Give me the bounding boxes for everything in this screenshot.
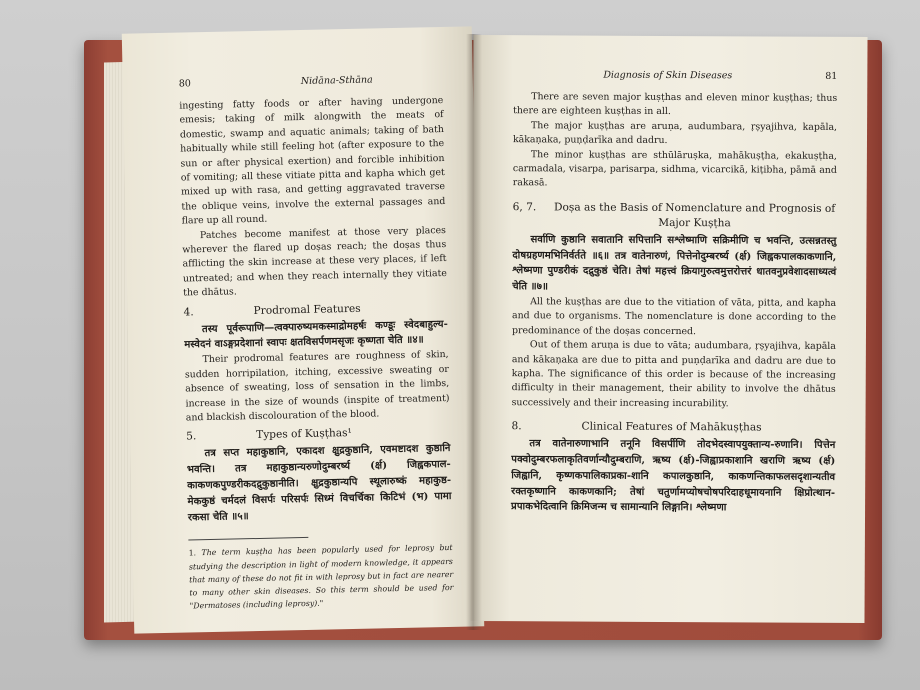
sanskrit-verse-4: तस्य पूर्वरूपाणि—त्वक्पारुष्यमकस्माद्रोमहर्षः कण्डूः स्वेदबाहुल्य-मस्वेदनं वाऽङ्गप्रदेशानां स्वापः क्षतविसर्पणमसृजः कृष्णता चेति ॥४॥ bbox=[184, 318, 449, 351]
right-running-head: Diagnosis of Skin Diseases bbox=[603, 69, 733, 82]
book-gutter bbox=[466, 34, 482, 630]
section-6-7-title: Doṣa as the Basis of Nomenclature and Prognosis of Major Kuṣṭha bbox=[553, 201, 836, 230]
section-6-7-heading bbox=[513, 200, 837, 232]
right-header bbox=[513, 69, 837, 82]
section-8-title: Clinical Features of Mahākuṣṭhas bbox=[581, 420, 762, 434]
left-paragraph-3: Their prodromal features are roughness of skin, sudden horripilation, itching, excessive sweating or absence of sweating, loss of sensation in the limbs, increase in the size of wounds (inspite of treatment) and blackish discolouration of the blood. bbox=[184, 349, 450, 424]
section-6-7-number: 6, 7. bbox=[512, 201, 537, 214]
left-paragraph-2: Patches become manifest at those very places wherever the flared up doṣas reach; the doṣas thus afflicting the skin increase at these very places, if left untreated; and when they reach internally they vitiate the dhātus. bbox=[182, 224, 447, 299]
sanskrit-verse-5: तत्र सप्त महाकुष्ठानि, एकादश क्षुद्रकुष्ठानि, एवमष्टादश कुष्ठानि भवन्ति। तत्र महाकुष्ठान्यरुणोदुम्बरर्ष्य (र्क्ष) जिह्वकपाल-काकणकपुण्डरीकदद्रुकुष्ठानीति। क्षुद्रकुष्ठान्यपि स्थूलारुष्कं महाकुष्ठ-मेककुष्ठं चर्मदलं विसर्पः परिसर्पः सिध्मं विचर्चिका किटिभं (भ) पामा रकसा चेति ॥५॥ bbox=[186, 443, 452, 523]
left-paragraph-1: ingesting fatty foods or after having undergone emesis; taking of milk alongwith the meats of domestic, swamp and aquatic animals; taking of bath habitually while still feeling hot (after exposure to the sun or after physical exertion) and forcible inhibition of vomiting; all these vitiate pitta and kapha which get mixed up with rasa, and getting aggravated traverse the oblique veins, involve the external passages and flare up all round. bbox=[179, 95, 446, 227]
section-8-heading bbox=[511, 419, 835, 436]
section-4-number: 4. bbox=[183, 305, 194, 319]
footnote-text: The term kuṣṭha has been popularly used for leprosy but studying the description in light of modern knowledge, it appears that many of these do not fit in with leprosy but in fact are nearer to many other skin diseases. So this term should be used for "Dermatoses (including leprosy)." bbox=[188, 543, 454, 611]
left-page-number: 80 bbox=[178, 78, 192, 90]
left-header bbox=[179, 73, 443, 90]
right-paragraph-2: The major kuṣṭhas are aruṇa, audumbara, ṛṣyajihva, kapāla, kākaṇaka, puṇḍarīka and dadru. bbox=[512, 120, 838, 147]
right-paragraph-1: There are seven major kuṣṭhas and eleven minor kuṣṭhas; thus there are eighteen kuṣṭhas in all. bbox=[513, 91, 838, 118]
sanskrit-verse-6-7: सर्वाणि कुष्ठानि सवातानि सपित्तानि सश्लेष्माणि सक्रिमीणि च भवन्ति, उत्सन्नतस्तु दोषग्रहणमभिनिर्वर्तते ॥६॥ तत्र वातेनारुणं, पित्तेनोदुम्बरर्ष्य (र्क्ष) जिह्वकपालकाकणानि, श्लेष्मणा पुण्डरीकं दद्रुकुष्ठं चेति। तेषां महत्त्वं क्रियागुरुत्वमुत्तरोत्तरं धातवनुप्रवेशादसाध्यत्वं चेति ॥७॥ bbox=[512, 234, 837, 293]
footnote-divider bbox=[188, 537, 308, 541]
section-5-number: 5. bbox=[186, 430, 197, 443]
left-running-head: Nidāna-Sthāna bbox=[300, 74, 373, 87]
section-8-number: 8. bbox=[511, 420, 522, 433]
right-paragraph-3: The minor kuṣṭhas are sthūlāruṣka, mahākuṣṭha, ekakuṣṭha, carmadala, visarpa, parisarpa, sidhma, vicarcikā, kiṭibha, pāmā and rakasā. bbox=[512, 148, 837, 189]
section-5-title: Types of Kuṣṭhas¹ bbox=[256, 427, 352, 442]
left-page bbox=[122, 26, 484, 633]
footnote-number: 1. bbox=[188, 548, 197, 558]
right-paragraph-4: All the kuṣṭhas are due to the vitiation of vāta, pitta, and kapha and due to organisms. The nomenclature is done according to the predominance of the doṣas concerned. bbox=[511, 296, 837, 337]
right-paragraph-5: Out of them aruṇa is due to vāta; audumbara, ṛṣyajihva, kapāla and kākaṇaka are due to pitta and puṇḍarīka and dadru are due to kapha. The significance of this order is because of the increasing difficulty in their management, their ability to involve the dhātus successively and their increasing incurability. bbox=[511, 339, 836, 410]
section-4-title: Prodromal Features bbox=[253, 302, 361, 317]
right-page-number: 81 bbox=[825, 70, 838, 82]
right-page bbox=[470, 35, 867, 623]
footnote bbox=[189, 541, 454, 613]
sanskrit-verse-8: तत्र वातेनारुणाभानि तनूनि विसर्पीणि तोदभेदस्वापयुक्तान्य-रुणानि। पित्तेन पक्वोदुम्बरफलाकृतिवर्णान्यौदुम्बराणि, ऋष्य (र्क्ष)-जिह्वाप्रकाशानि खराणि ऋष्य (र्क्ष) जिह्वानि, कृष्णकपालिकाप्रका-शानि कपालकुष्ठानि, काकणन्तिकाफलसदृशान्यतीव रक्तकृष्णानि काकणकानि; तेषां चतुर्णामप्योषचोषपरिदाहधूमायनानि क्षिप्रोत्थान-प्रपाकभेदित्वानि क्रिमिजन्म च सामान्यानि लिङ्गानि। श्लेष्मणा bbox=[511, 438, 836, 514]
